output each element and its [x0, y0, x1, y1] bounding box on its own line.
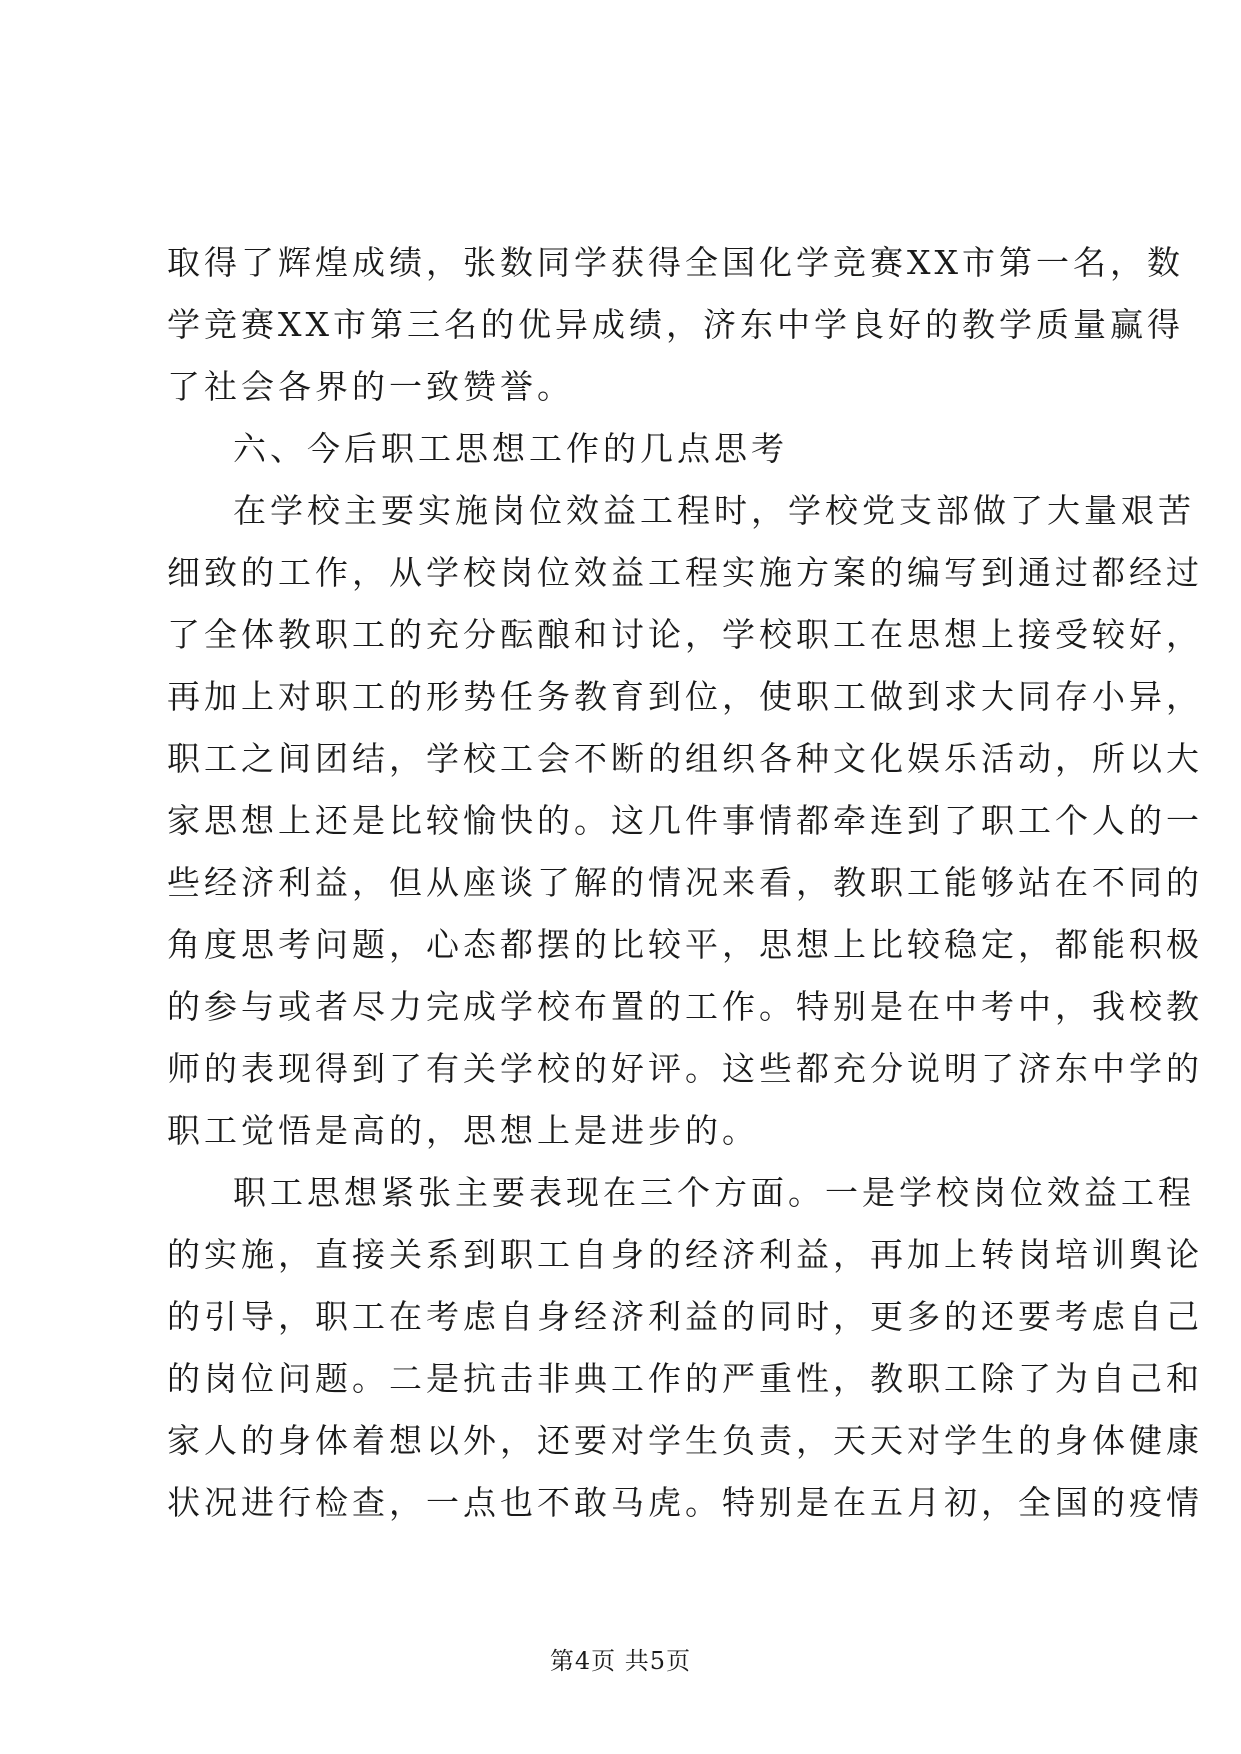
text-line: 职工觉悟是高的，思想上是进步的。 — [167, 1111, 759, 1150]
text-line: 的引导，职工在考虑自身经济利益的同时，更多的还要考虑自己 — [167, 1297, 1203, 1336]
page-footer: 第4页 共5页 — [549, 1647, 692, 1675]
text-line: 角度思考问题，心态都摆的比较平，思想上比较稳定，都能积极 — [167, 925, 1203, 964]
text-line: 些经济利益，但从座谈了解的情况来看，教职工能够站在不同的 — [167, 863, 1203, 902]
text-line: 状况进行检查，一点也不敢马虎。特别是在五月初，全国的疫情 — [167, 1483, 1203, 1522]
text-line: 了全体教职工的充分酝酿和讨论，学校职工在思想上接受较好， — [167, 615, 1203, 654]
paragraph-start-line: 在学校主要实施岗位效益工程时，学校党支部做了大量艰苦 — [233, 491, 1195, 530]
text-line: 的实施，直接关系到职工自身的经济利益，再加上转岗培训舆论 — [167, 1235, 1203, 1274]
text-line: 再加上对职工的形势任务教育到位，使职工做到求大同存小异， — [167, 677, 1203, 716]
text-line: 细致的工作，从学校岗位效益工程实施方案的编写到通过都经过 — [167, 553, 1203, 592]
paragraph-start-line: 职工思想紧张主要表现在三个方面。一是学校岗位效益工程 — [233, 1173, 1195, 1212]
text-line: 的参与或者尽力完成学校布置的工作。特别是在中考中，我校教 — [167, 987, 1203, 1026]
section-heading: 六、今后职工思想工作的几点思考 — [233, 429, 788, 468]
text-line: 家人的身体着想以外，还要对学生负责，天天对学生的身体健康 — [167, 1421, 1203, 1460]
text-line: 学竞赛XX市第三名的优异成绩，济东中学良好的教学质量赢得 — [167, 305, 1184, 344]
text-line: 取得了辉煌成绩，张数同学获得全国化学竞赛XX市第一名，数 — [167, 243, 1184, 282]
document-body — [167, 232, 1203, 1534]
text-line: 职工之间团结，学校工会不断的组织各种文化娱乐活动，所以大 — [167, 739, 1203, 778]
text-line: 的岗位问题。二是抗击非典工作的严重性，教职工除了为自己和 — [167, 1359, 1203, 1398]
text-line: 师的表现得到了有关学校的好评。这些都充分说明了济东中学的 — [167, 1049, 1203, 1088]
text-line: 了社会各界的一致赞誉。 — [167, 367, 574, 406]
text-line: 家思想上还是比较愉快的。这几件事情都牵连到了职工个人的一 — [167, 801, 1203, 840]
